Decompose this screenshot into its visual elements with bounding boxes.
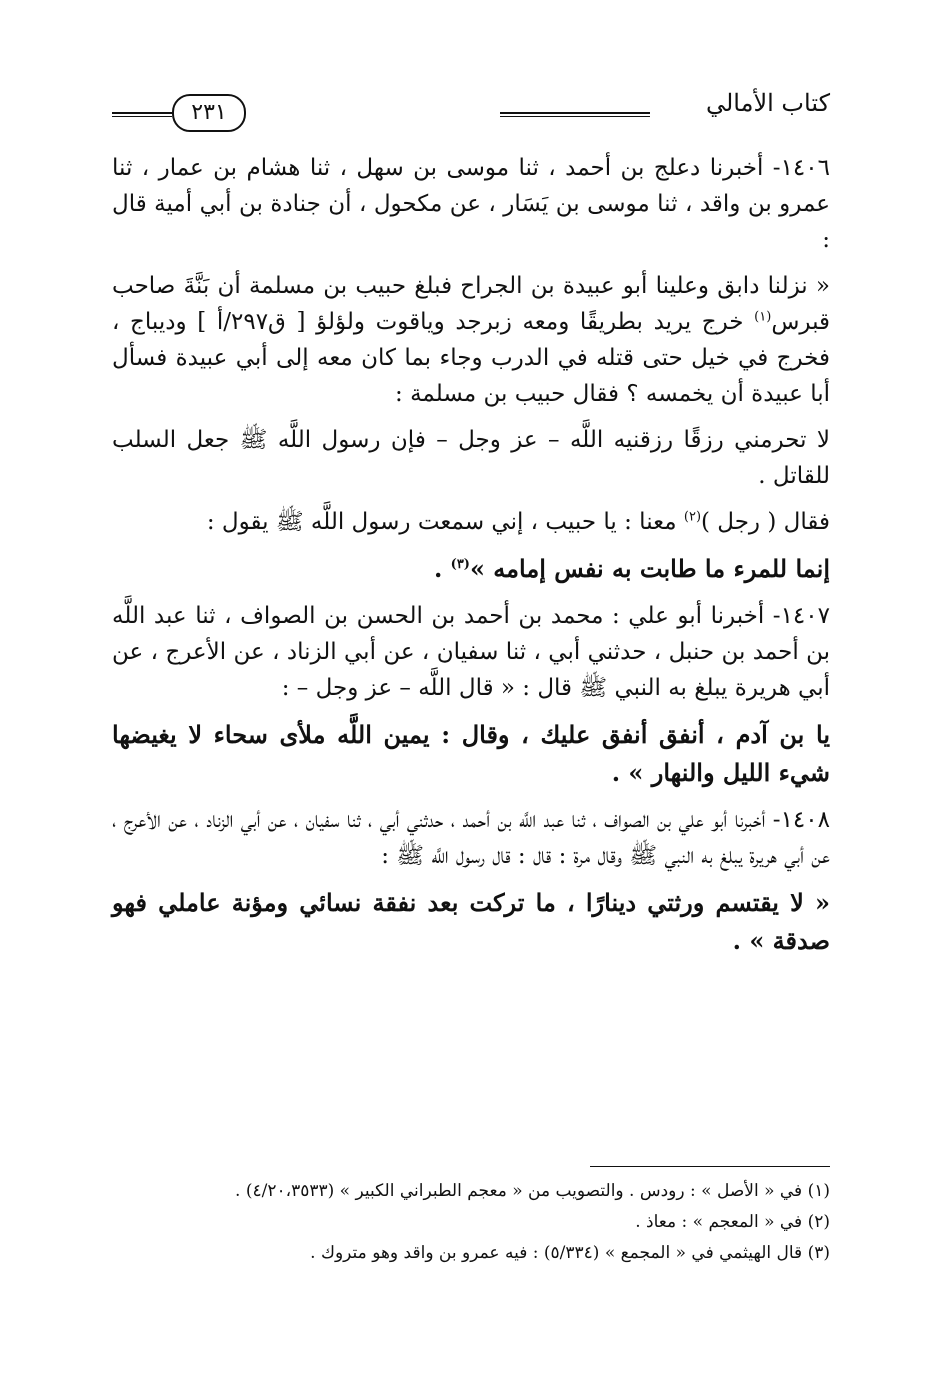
paragraph-1406-rajul xyxy=(112,504,830,540)
footnote-2: (٢) في « المعجم » : معاذ . xyxy=(635,1212,830,1232)
footnotes xyxy=(112,1178,830,1271)
paragraph-1407-hadith xyxy=(112,716,830,792)
paragraph-text: فقال ( رجل ) xyxy=(701,509,830,535)
paragraph-1408-isnad xyxy=(112,802,830,874)
paragraph-1406-isnad xyxy=(112,150,830,258)
footnote-separator xyxy=(590,1166,830,1167)
paragraph-1407-isnad xyxy=(112,598,830,706)
running-title: كتاب الأمالي xyxy=(705,89,830,117)
page-number: ٢٣١ xyxy=(172,94,246,132)
paragraph-text: ١٤٠٧- أخبرنا أبو علي : محمد بن أحمد بن الحسن بن الصواف ، ثنا عبد اللَّه بن أحمد بن حنبل ، حدثني أبي ، ثنا سفيان ، عن أبي الزناد ، عن الأعرج ، عن أبي هريرة يبلغ به النبي ﷺ قال : « قال اللَّه – عز وجل – : xyxy=(112,603,830,701)
footnote-ref-1: (١) xyxy=(754,309,772,325)
paragraph-text: لا تحرمني رزقًا رزقنيه اللَّه – عز وجل – فإن رسول اللَّه ﷺ جعل السلب للقاتل . xyxy=(112,427,830,489)
main-text xyxy=(112,150,830,970)
paragraph-1406-habib xyxy=(112,422,830,494)
paragraph-1406-matn xyxy=(112,268,830,412)
page-header xyxy=(112,86,830,136)
paragraph-text: ١٤٠٨- أخبرنا أبو علي بن الصواف ، ثنا عبد اللَّه بن أحمد ، حدثني أبي ، ثنا سفيان ، عن أبي الزناد ، عن الأعرج ، عن أبي هريرة يبلغ به النبي ﷺ وقال مرة : قال : قال رسول اللَّه ﷺ : xyxy=(112,807,830,869)
footnote-1: (١) في « الأصل » : رودس . والتصويب من « معجم الطبراني الكبير » (٤/٢٠،٣٥٣٣) . xyxy=(235,1181,830,1201)
paragraph-1406-hadith xyxy=(112,550,830,588)
paragraph-text: معنا : يا حبيب ، إني سمعت رسول اللَّه ﷺ يقول : xyxy=(206,509,684,535)
footnote-ref-3: (٣) xyxy=(450,557,470,572)
paragraph-1408-hadith xyxy=(112,884,830,960)
paragraph-text: « نزلنا دابق وعلينا أبو عبيدة بن الجراح فبلغ حبيب بن مسلمة أن بَنَّةَ صاحب قبرس xyxy=(112,273,831,335)
paragraph-text: إنما للمرء ما طابت به نفس إمامه » xyxy=(469,554,830,583)
paragraph-text: « لا يقتسم ورثتي دينارًا ، ما تركت بعد نفقة نسائي ومؤنة عاملي فهو صدقة » . xyxy=(112,888,830,955)
paragraph-text: . xyxy=(433,554,451,583)
paragraph-text: يا بن آدم ، أنفق أنفق عليك ، وقال : يمين اللَّه ملأى سحاء لا يغيضها شيء الليل والنهار » . xyxy=(112,720,830,787)
footnote-ref-2: (٢) xyxy=(683,509,702,525)
header-rule-left xyxy=(112,112,172,117)
header-rule-right xyxy=(500,112,650,117)
paragraph-text: ١٤٠٦- أخبرنا دعلج بن أحمد ، ثنا موسى بن سهل ، ثنا هشام بن عمار ، ثنا عمرو بن واقد ، ثنا موسى بن يَسَار ، عن مكحول ، أن جنادة بن أبي أمية قال : xyxy=(112,155,830,253)
footnote-3: (٣) قال الهيثمي في « المجمع » (٥/٣٣٤) : فيه عمرو بن واقد وهو متروك . xyxy=(310,1243,830,1263)
paragraph-text: خرج يريد بطريقًا ومعه زبرجد وياقوت ولؤلؤ [ ق٢٩٧/أ ] وديباج ، فخرج في خيل حتى قتله في الدرب وجاء بما كان معه إلى أبي عبيدة فسأل أبا عبيدة أن يخمسه ؟ فقال حبيب بن مسلمة : xyxy=(112,309,830,407)
